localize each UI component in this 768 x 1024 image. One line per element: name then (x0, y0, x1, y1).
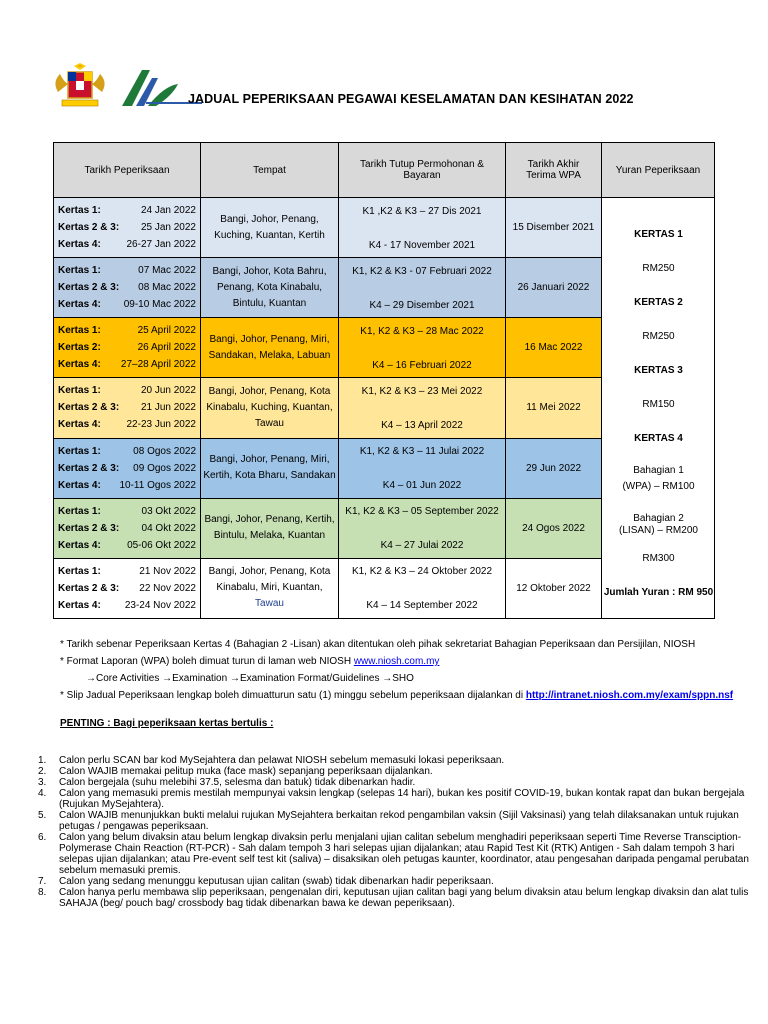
title-text: JADUAL PEPERIKSAAN PEGAWAI KESELAMATAN DAN KESIHATAN 2022 (188, 92, 634, 106)
fee-bahagian2-amount: (LISAN) – RM200 (619, 525, 698, 536)
rule-text: Calon WAJIB memakai pelitup muka (face mask) sepanjang peperiksaan dijalankan. (59, 766, 433, 777)
rule-text: Calon yang memasuki premis mestilah mempunyai vaksin lengkap (selepas 14 hari), bukan kes positif COVID-19, bukan kontak rapat dan bukan bergejala (Rujukan MySejahtera). (59, 788, 745, 810)
rule-item (38, 876, 758, 887)
kertas-line: Kertas 2: 26 April 2022 (58, 339, 196, 356)
wpa-deadline-cell: 11 Mei 2022 (506, 378, 602, 438)
exam-dates-cell (54, 438, 201, 498)
kertas-label: Kertas 4 (58, 299, 98, 311)
rule-item (38, 810, 758, 832)
kertas-line: Kertas 1: 07 Mac 2022 (58, 262, 196, 279)
venue-text: Bangi, Johor, Penang, Miri, Sandakan, Melaka, Labuan (208, 333, 331, 361)
kertas-label: Kertas 4 (58, 359, 98, 371)
closing-date-cell (339, 198, 506, 258)
fees-cell (602, 198, 715, 619)
fee-bahagian1-amount: (WPA) – RM100 (622, 481, 695, 492)
rule-number: 4. (38, 788, 47, 799)
kertas-line: Kertas 2 & 3: 21 Jun 2022 (58, 399, 196, 416)
closing-date-k4: K4 – 13 April 2022 (381, 419, 463, 431)
notes-section (60, 636, 733, 704)
kertas-date: 10-11 Ogos 2022 (119, 479, 196, 491)
closing-date-k4: K4 – 14 September 2022 (366, 600, 478, 612)
venue-cell (201, 378, 339, 438)
kertas-line: Kertas 2 & 3: 09 Ogos 2022 (58, 460, 196, 477)
kertas-label: Kertas 2 & 3 (58, 402, 116, 414)
venue-cell (201, 498, 339, 558)
rule-number: 1. (38, 755, 47, 766)
rule-text: Calon hanya perlu membawa slip peperiksaan, pengenalan diri, keputusan ujian calitan bagi yang belum divaksin atau belum lengkap divaksin dan alat tulis SAHAJA (beg/ pouch bag/ crossbody bag tidak dibenarkan bawa ke dewan peperiksaan). (59, 887, 749, 909)
closing-date-k123: K1, K2 & K3 – 23 Mei 2022 (361, 385, 483, 397)
kertas-date: 07 Mac 2022 (138, 265, 196, 277)
closing-date-cell (339, 498, 506, 558)
exam-dates-cell (54, 558, 201, 618)
kertas-line: Kertas 1: 24 Jan 2022 (58, 202, 196, 219)
malaysia-coat-of-arms-icon (48, 62, 112, 110)
kertas-line: Kertas 1: 25 April 2022 (58, 322, 196, 339)
fee-kertas3-amount: RM150 (642, 399, 675, 410)
venue-text: Bangi, Johor, Penang, Kertih, Bintulu, Melaka, Kuantan (204, 514, 335, 542)
kertas-date: 26 April 2022 (137, 342, 196, 354)
closing-date-k123: K1, K2 & K3 – 28 Mac 2022 (360, 325, 484, 337)
wpa-deadline-cell: 29 Jun 2022 (506, 438, 602, 498)
venue-cell (201, 438, 339, 498)
rule-item (38, 777, 758, 788)
closing-date-k4: K4 – 16 Februari 2022 (372, 359, 472, 371)
rule-item (38, 766, 758, 777)
closing-date-k123: K1 ,K2 & K3 – 27 Dis 2021 (362, 205, 482, 217)
kertas-label: Kertas 1 (58, 445, 98, 457)
kertas-date: 08 Ogos 2022 (133, 445, 196, 457)
closing-date-k123: K1, K2 & K3 - 07 Februari 2022 (352, 265, 492, 277)
rule-text: Calon perlu SCAN bar kod MySejahtera dan pelawat NIOSH sebelum memasuki lokasi peperiksaan. (59, 755, 505, 766)
rule-item (38, 887, 758, 909)
kertas-date: 23-24 Nov 2022 (124, 599, 196, 611)
closing-date-cell (339, 378, 506, 438)
rule-number: 3. (38, 777, 47, 788)
kertas-label: Kertas 2 (58, 342, 98, 354)
closing-date-cell (339, 318, 506, 378)
column-header: Tempat (201, 143, 339, 198)
kertas-line: Kertas 1: 21 Nov 2022 (58, 563, 196, 580)
kertas-line: Kertas 2 & 3: 25 Jan 2022 (58, 219, 196, 236)
venue-cell (201, 198, 339, 258)
closing-date-k4: K4 – 27 Julai 2022 (380, 540, 464, 552)
rule-number: 8. (38, 887, 47, 898)
kertas-label: Kertas 1 (58, 385, 98, 397)
kertas-line: Kertas 4: 26-27 Jan 2022 (58, 236, 196, 253)
kertas-label: Kertas 4 (58, 479, 98, 491)
venue-cell (201, 318, 339, 378)
kertas-date: 09 Ogos 2022 (133, 462, 196, 474)
fee-grand-total: Jumlah Yuran : RM 950 (603, 587, 714, 598)
kertas-date: 21 Nov 2022 (139, 565, 196, 577)
note-format-text: * Format Laporan (WPA) boleh dimuat turun di laman web NIOSH (60, 656, 354, 667)
kertas-label: Kertas 4 (58, 599, 98, 611)
closing-date-k123: K1, K2 & K3 – 24 Oktober 2022 (351, 566, 493, 578)
rule-item (38, 755, 758, 766)
fee-kertas4-label: KERTAS 4 (634, 433, 683, 444)
kertas-label: Kertas 2 & 3 (58, 222, 116, 234)
rule-text: Calon yang sedang menunggu keputusan ujian calitan (swab) tidak dibenarkan hadir peperiksaan. (59, 876, 494, 887)
closing-date-k4: K4 – 29 Disember 2021 (369, 299, 475, 311)
kertas-date: 25 Jan 2022 (140, 222, 196, 234)
niosh-website-link[interactable]: www.niosh.com.my (353, 656, 440, 667)
exam-dates-cell (54, 498, 201, 558)
column-header: Yuran Peperiksaan (602, 143, 715, 198)
penting-heading: PENTING : Bagi peperiksaan kertas bertulis : (60, 718, 274, 729)
kertas-line: Kertas 4: 09-10 Mac 2022 (58, 296, 196, 313)
rule-text: Calon bergejala (suhu melebihi 37.5, selesma dan batuk) tidak dibenarkan hadir. (59, 777, 416, 788)
rule-number: 5. (38, 810, 47, 821)
rule-number: 6. (38, 832, 47, 843)
venue-text: Bangi, Johor, Penang, Kota Kinabalu, Kuching, Kuantan, Tawau (206, 385, 333, 429)
document-header (48, 58, 748, 114)
fee-kertas1-amount: RM250 (642, 263, 675, 274)
note-navigation-path: →Core Activities →Examination →Examination Format/Guidelines →SHO (86, 673, 414, 684)
rule-item (38, 832, 758, 876)
kertas-line: Kertas 2 & 3: 04 Okt 2022 (58, 520, 196, 537)
kertas-line: Kertas 4: 23-24 Nov 2022 (58, 597, 196, 614)
kertas-date: 09-10 Mac 2022 (123, 299, 196, 311)
venue-text: Bangi, Johor, Penang, Miri, Kertih, Kota Bharu, Sandakan (203, 454, 336, 482)
venue-cell (201, 558, 339, 618)
kertas-date: 22 Nov 2022 (139, 582, 196, 594)
kertas-date: 22-23 Jun 2022 (126, 419, 196, 431)
exam-dates-cell (54, 318, 201, 378)
kertas-line: Kertas 1: 03 Okt 2022 (58, 503, 196, 520)
kertas-label: Kertas 2 & 3 (58, 462, 116, 474)
closing-date-k4: K4 – 01 Jun 2022 (382, 480, 462, 492)
column-header: Tarikh Tutup Permohonan & Bayaran (339, 143, 506, 198)
wpa-deadline-cell: 26 Januari 2022 (506, 258, 602, 318)
kertas-label: Kertas 1 (58, 325, 98, 337)
exam-dates-cell (54, 198, 201, 258)
kertas-date: 04 Okt 2022 (141, 522, 196, 534)
rule-text: Calon yang belum divaksin atau belum lengkap divaksin perlu menjalani ujian calitan sebelum menghadiri peperiksaan seperti Time Reverse Transciption- Polymerase Chain Reaction (RT-PCR) - Sah dalam tempoh 3 hari selepas ujian dijalankan; atau Rapid Test Kit (RTK) Antigen - Sah dalam tempoh 3 hari selepas ujian dijalankan; atau Pre-event self test kit (saliva) – disaksikan oleh petugas kaunter, koordinator, atau pengesahan daripada pengamal perubatan sebelum memasuki premis. (59, 832, 749, 876)
kertas-label: Kertas 1 (58, 205, 98, 217)
closing-date-cell (339, 258, 506, 318)
exam-dates-cell (54, 258, 201, 318)
kertas-line: Kertas 4: 22-23 Jun 2022 (58, 416, 196, 433)
kertas-label: Kertas 4 (58, 239, 98, 251)
venue-text: Bangi, Johor, Kota Bahru, Penang, Kota Kinabalu, Bintulu, Kuantan (212, 265, 327, 309)
note-slip-text: * Slip Jadual Peperiksaan lengkap boleh dimuatturun satu (1) minggu sebelum peperiksaan dijalankan di (60, 690, 526, 701)
column-header: Tarikh Akhir Terima WPA (506, 143, 602, 198)
kertas-date: 20 Jun 2022 (140, 385, 196, 397)
kertas-line: Kertas 1: 08 Ogos 2022 (58, 443, 196, 460)
kertas-date: 26-27 Jan 2022 (126, 239, 196, 251)
kertas-line: Kertas 4: 05-06 Okt 2022 (58, 537, 196, 554)
wpa-deadline-cell: 24 Ogos 2022 (506, 498, 602, 558)
kertas-label: Kertas 1 (58, 565, 98, 577)
kertas-date: 27–28 April 2022 (120, 359, 196, 371)
closing-date-cell (339, 558, 506, 618)
kertas-label: Kertas 1 (58, 265, 98, 277)
kertas-label: Kertas 2 & 3 (58, 582, 116, 594)
kertas-date: 08 Mac 2022 (138, 282, 196, 294)
note-kertas4: * Tarikh sebenar Peperiksaan Kertas 4 (Bahagian 2 -Lisan) akan ditentukan oleh pihak sekretariat Bahagian Peperiksaan dan Persijilan, NIOSH (60, 639, 696, 650)
venue-text: Bangi, Johor, Penang, Kota Kinabalu, Miri, Kuantan, (208, 566, 331, 594)
intranet-exam-link[interactable]: http://intranet.niosh.com.my/exam/sppn.nsf (525, 690, 734, 701)
rule-text: Calon WAJIB menunjukkan bukti melalui rujukan MySejahtera berkaitan rekod pengambilan vaksin (Sijil Vaksinasi) yang telah dilaksanakan untuk rujukan petugas / pengawas peperiksaan. (59, 810, 739, 832)
closing-date-k123: K1, K2 & K3 – 05 September 2022 (345, 506, 499, 518)
closing-date-k123: K1, K2 & K3 – 11 Julai 2022 (359, 446, 485, 458)
kertas-line: Kertas 4: 10-11 Ogos 2022 (58, 477, 196, 494)
kertas-line: Kertas 4: 27–28 April 2022 (58, 356, 196, 373)
kertas-date: 21 Jun 2022 (140, 402, 196, 414)
kertas-label: Kertas 2 & 3 (58, 522, 116, 534)
fee-kertas2-amount: RM250 (642, 331, 675, 342)
exam-schedule-table (53, 142, 715, 619)
kertas-date: 24 Jan 2022 (140, 205, 196, 217)
rule-number: 2. (38, 766, 47, 777)
document-title (188, 92, 634, 106)
kertas-label: Kertas 4 (58, 419, 98, 431)
note-slip (60, 687, 733, 704)
note-format-wpa (60, 653, 733, 670)
kertas-line: Kertas 2 & 3: 22 Nov 2022 (58, 580, 196, 597)
kertas-line: Kertas 2 & 3: 08 Mac 2022 (58, 279, 196, 296)
kertas-label: Kertas 1 (58, 505, 98, 517)
rule-number: 7. (38, 876, 47, 887)
table-header-row (54, 143, 715, 198)
kertas-date: 03 Okt 2022 (141, 505, 196, 517)
wpa-deadline-cell: 12 Oktober 2022 (506, 558, 602, 618)
fee-bahagian2-label: Bahagian 2 (633, 513, 684, 524)
kertas-date: 25 April 2022 (137, 325, 196, 337)
kertas-date: 05-06 Okt 2022 (127, 539, 196, 551)
wpa-deadline-cell: 16 Mac 2022 (506, 318, 602, 378)
closing-date-k4: K4 - 17 November 2021 (368, 239, 476, 251)
fee-kertas3-label: KERTAS 3 (634, 365, 683, 376)
fee-kertas2-label: KERTAS 2 (634, 297, 683, 308)
exam-dates-cell (54, 378, 201, 438)
schedule-row (54, 198, 715, 258)
rules-list (38, 755, 758, 909)
kertas-label: Kertas 2 & 3 (58, 282, 116, 294)
column-header: Tarikh Peperiksaan (54, 143, 201, 198)
fee-kertas4-total: RM300 (642, 553, 675, 564)
wpa-deadline-cell: 15 Disember 2021 (506, 198, 602, 258)
venue-text: Bangi, Johor, Penang, Kuching, Kuantan, Kertih (214, 213, 325, 241)
rule-item (38, 788, 758, 810)
venue-extra-text: Tawau (255, 598, 284, 610)
venue-cell (201, 258, 339, 318)
fee-bahagian1-label: Bahagian 1 (633, 465, 684, 476)
kertas-line: Kertas 1: 20 Jun 2022 (58, 382, 196, 399)
kertas-label: Kertas 4 (58, 539, 98, 551)
closing-date-cell (339, 438, 506, 498)
fee-kertas1-label: KERTAS 1 (634, 229, 683, 240)
